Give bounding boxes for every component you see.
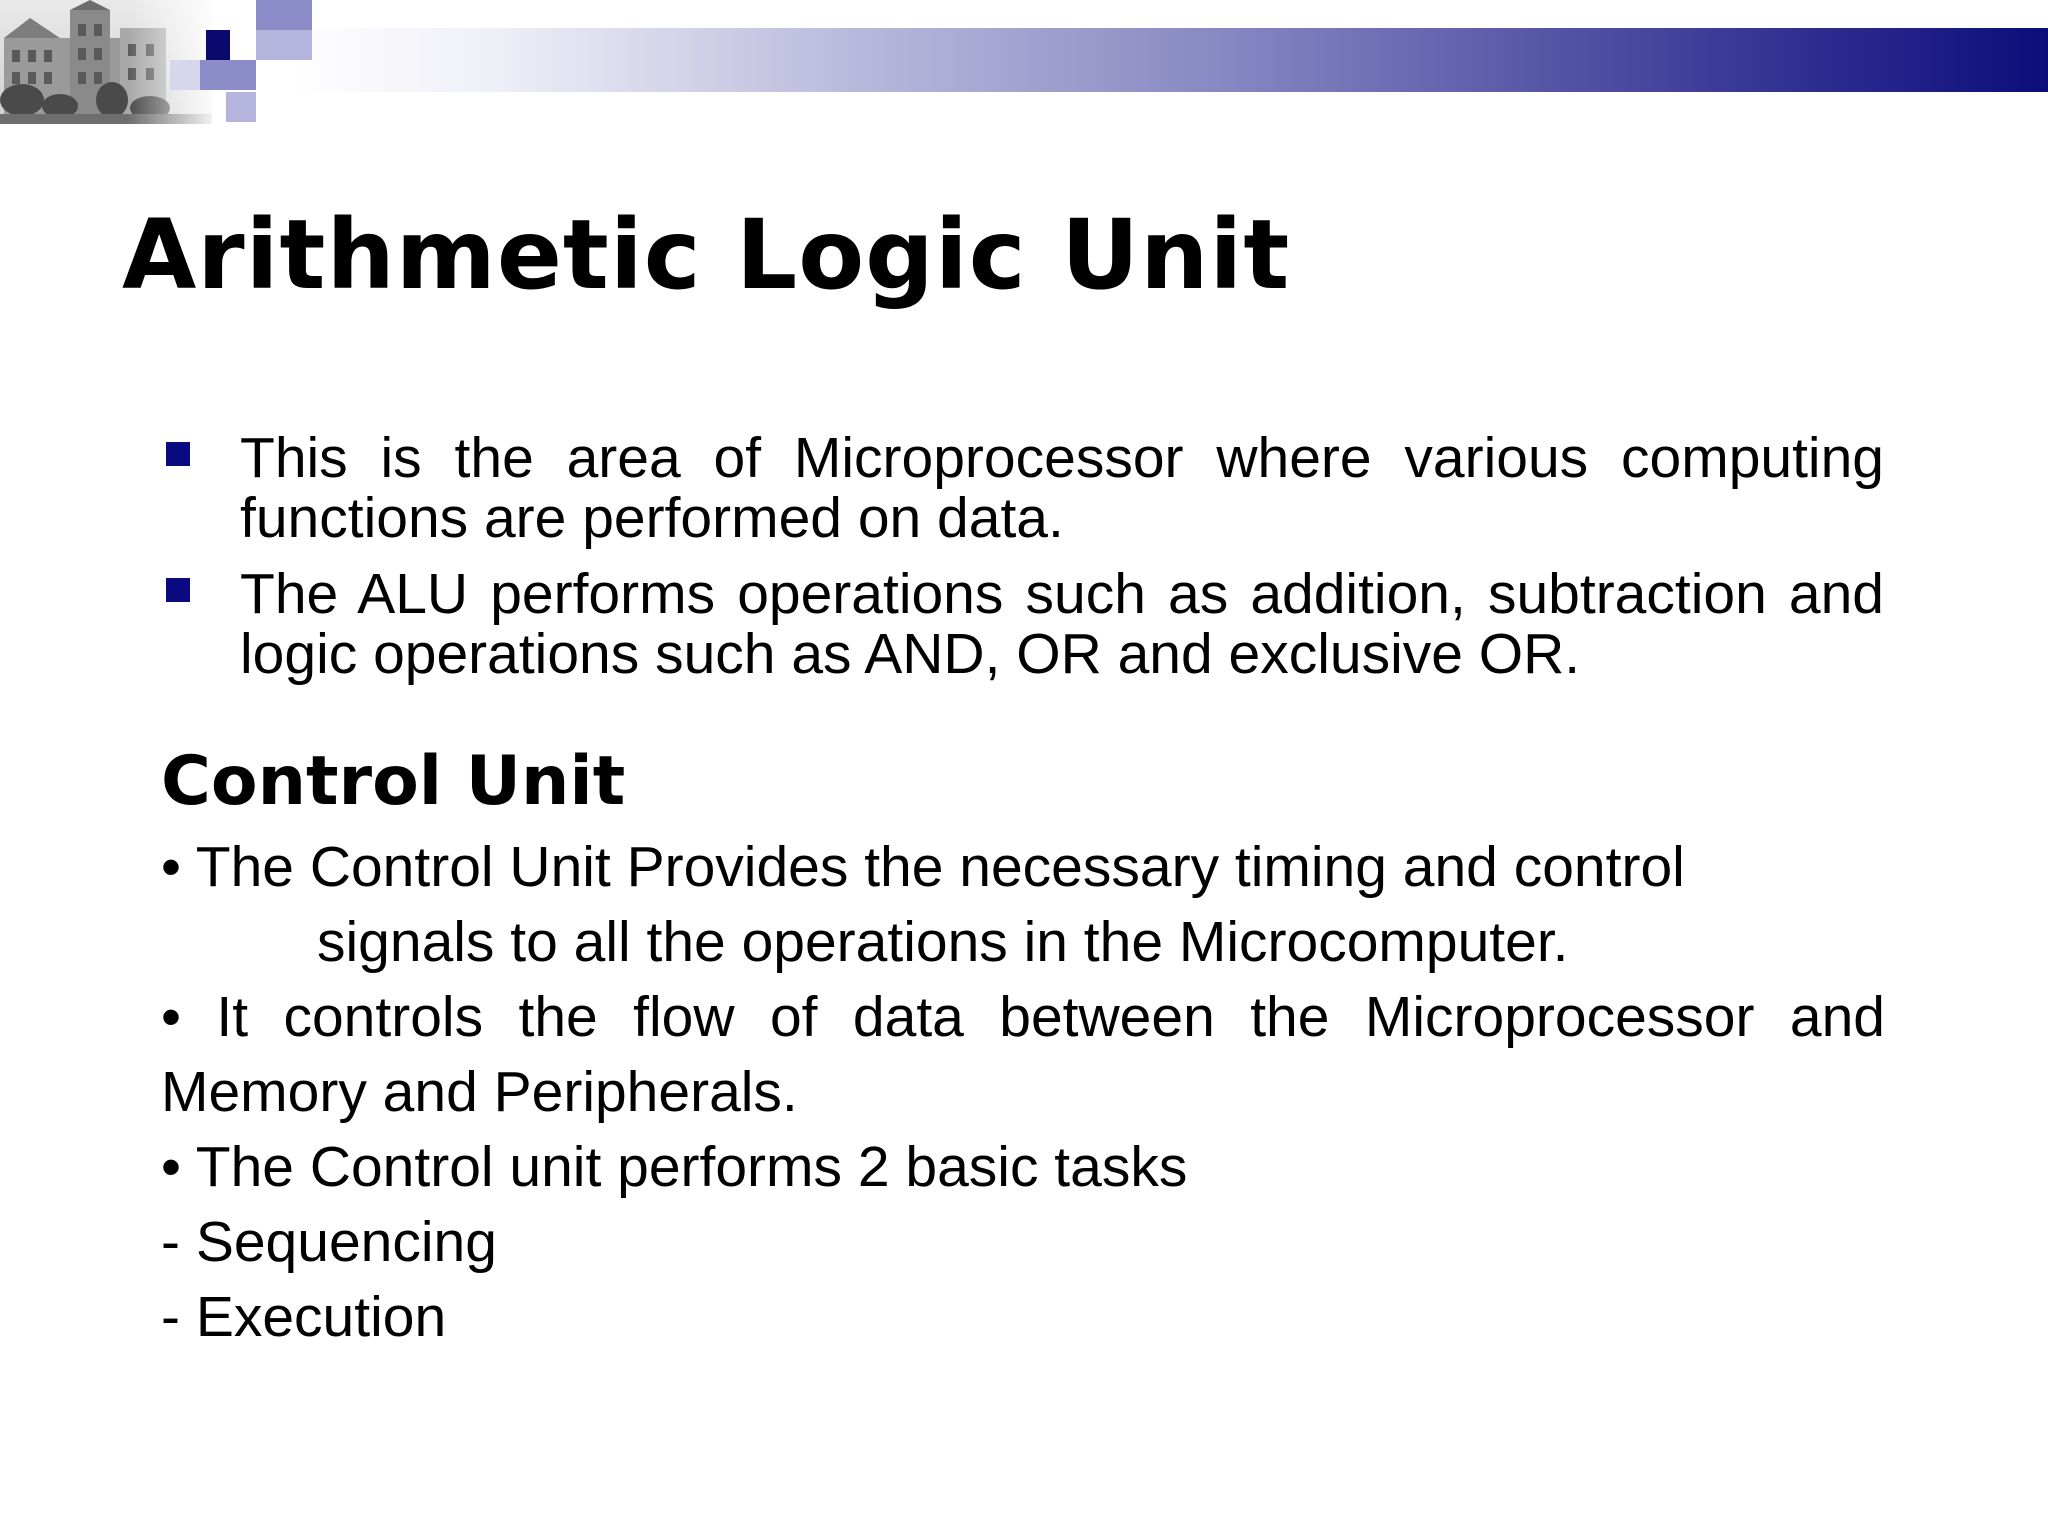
alu-bullet-list [160,428,1884,700]
square-bullet-icon [166,442,190,466]
list-item [160,564,1884,684]
control-unit-text [161,830,1885,1355]
text-line: - Execution [161,1285,447,1349]
decor-square [200,60,256,90]
square-bullet-icon [166,578,190,602]
decor-square [170,60,200,90]
text-line: Memory and Peripherals. [161,1060,798,1124]
header-gradient-bar [290,28,2048,92]
text-line: • It controls the flow of data between the Microprocessor and [161,985,1885,1049]
decor-square [256,0,312,30]
control-unit-heading: Control Unit [161,742,626,821]
decor-square [206,30,230,60]
decor-square [256,30,312,60]
text-line: signals to all the operations in the Microcomputer. [317,910,1569,974]
text-line: • The Control Unit Provides the necessary timing and control [161,835,1685,899]
bullet-text: The ALU performs operations such as addition, subtraction and logic operations such as AND, OR and exclusive OR. [240,562,1884,686]
list-item [160,428,1884,548]
slide-title: Arithmetic Logic Unit [122,199,1291,311]
text-line: • The Control unit performs 2 basic tasks [161,1135,1188,1199]
bullet-text: This is the area of Microprocessor where various computing functions are performed on data. [240,426,1884,550]
text-line: - Sequencing [161,1210,497,1274]
decor-square [226,92,256,122]
